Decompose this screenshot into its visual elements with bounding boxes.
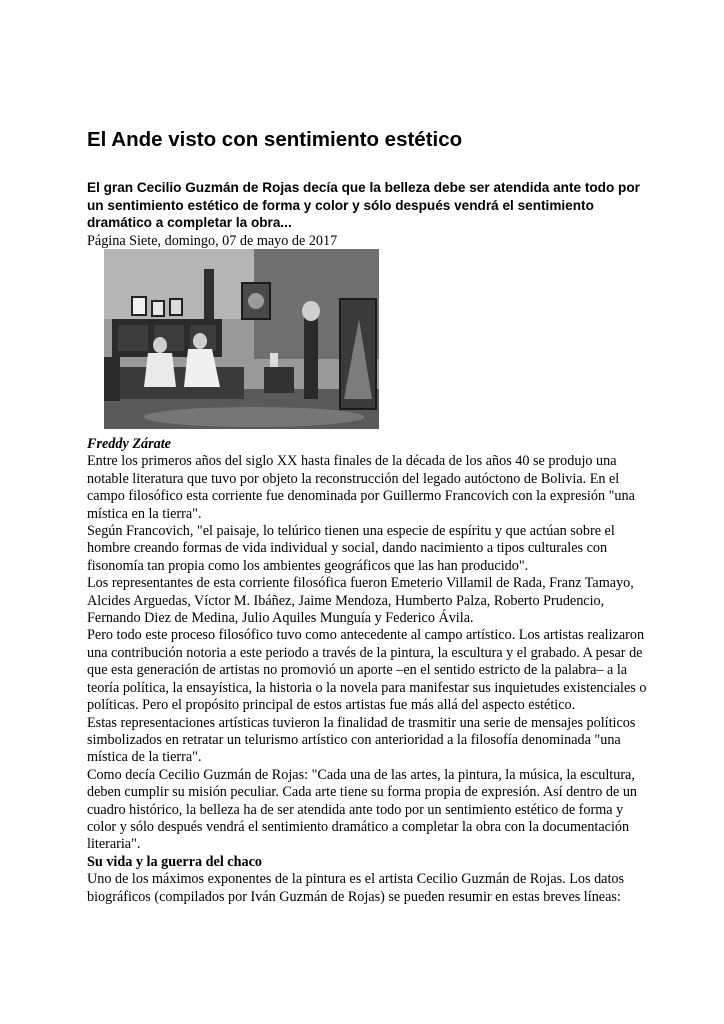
article-title: El Ande visto con sentimiento estético <box>87 128 463 151</box>
body-paragraph: Uno de los máximos exponentes de la pintura es el artista Cecilio Guzmán de Rojas. Los datos biográficos (compilados por Iván Guzmán de Rojas) se pueden resumir en estas breves líneas: <box>87 871 625 905</box>
body-paragraph: Los representantes de esta corriente filosófica fueron Emeterio Villamil de Rada, Franz Tamayo, Alcides Arguedas, Víctor M. Ibáñez, Jaime Mendoza, Humberto Palza, Roberto Prudencio, Fernando Diez de Medina, Julio Aquiles Munguía y Federico Ávila. <box>87 575 634 627</box>
article-lead: El gran Cecilio Guzmán de Rojas decía que la belleza debe ser atendida ante todo por un sentimiento estético de forma y color y sólo después vendrá el sentimiento dramático a completar la obra... <box>87 180 640 231</box>
article-photo <box>104 249 379 429</box>
body-paragraph: Según Francovich, "el paisaje, lo telúrico tienen una especie de espíritu y que actúan sobre el hombre creando formas de vida individual y social, dando nacimiento a tipos culturales con fisonomía tan propia como los ambientes geográficos que las han producido". <box>87 523 615 574</box>
body-paragraph: Entre los primeros años del siglo XX hasta finales de la década de los años 40 se produjo una notable literatura que tuvo por objeto la reconstrucción del legado autóctono de Bolivia. En el campo filosófico esta corriente fue denominada por Guillermo Francovich con la expresión "una mística en la tierra". <box>87 453 635 522</box>
interior-photo-illustration <box>104 249 379 429</box>
body-paragraph: Como decía Cecilio Guzmán de Rojas: "Cada una de las artes, la pintura, la música, la escultura, deben cumplir su misión peculiar. Cada arte tiene su forma propia de expresión. Así dentro de un cuadro histórico, la belleza ha de ser atendida ante todo por un sentimiento estético de forma y color y sólo después vendrá el sentimiento dramático a completar la obra con la documentación literaria". <box>87 766 638 853</box>
section-subheading: Su vida y la guerra del chaco <box>87 853 262 870</box>
body-paragraph: Estas representaciones artísticas tuvieron la finalidad de trasmitir una serie de mensajes políticos simbolizados en retratar un telurismo artístico con anterioridad a la filosofía denominada "una mística de la tierra". <box>87 714 636 766</box>
body-paragraph: Pero todo este proceso filosófico tuvo como antecedente al campo artístico. Los artistas realizaron una contribución notoria a este periodo a través de la pintura, la escultura y el grabado. A pesar de que esta generación de artistas no promovió un aporte –en el sentido estricto de la palabra– a la teoría política, la ensayística, la historia o la novela para manifestar sus inquietudes existenciales o políticas. Pero el propósito principal de estos artistas fue más allá del aspecto estético. <box>87 627 647 714</box>
article-body <box>87 436 647 906</box>
article-dateline: Página Siete, domingo, 07 de mayo de 2017 <box>87 233 338 249</box>
article-author: Freddy Zárate <box>87 436 171 452</box>
